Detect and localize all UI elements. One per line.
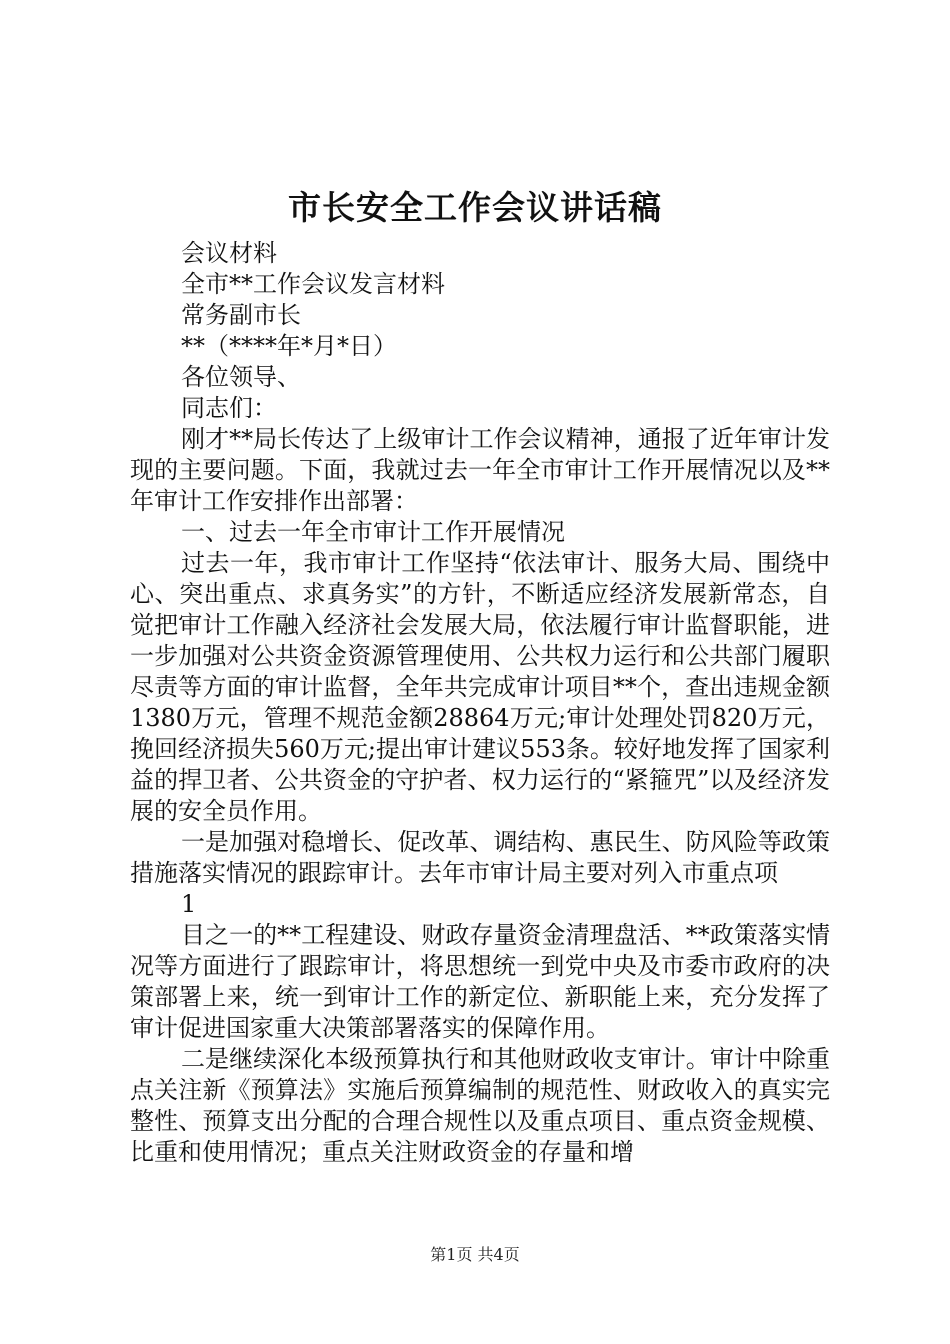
header-line-date: **（****年*月*日） bbox=[181, 332, 397, 360]
document-title: 市长安全工作会议讲话稿 bbox=[288, 188, 662, 227]
paragraph-intro: 刚才**局长传达了上级审计工作会议精神，通报了近年审计发现的主要问题。下面，我就过去一年全市审计工作开展情况以及**年审计工作安排作出部署： bbox=[130, 425, 830, 515]
salutation-leaders: 各位领导、 bbox=[181, 363, 301, 391]
paragraph-point-1-continued: 目之一的**工程建设、财政存量资金清理盘活、**政策落实情况等方面进行了跟踪审计，将思想统一到党中央及市委市政府的决策部署上来，统一到审计工作的新定位、新职能上来，充分发挥了审计促进国家重大决策部署落实的保障作用。 bbox=[130, 921, 830, 1042]
header-line-speech-material: 全市**工作会议发言材料 bbox=[181, 270, 445, 298]
section-heading-1: 一、过去一年全市审计工作开展情况 bbox=[181, 518, 565, 546]
page-footer: 第1页 共4页 bbox=[430, 1245, 520, 1264]
document-body bbox=[130, 238, 830, 1168]
inline-page-number: 1 bbox=[181, 890, 197, 918]
header-line-meeting-materials: 会议材料 bbox=[181, 239, 277, 267]
paragraph-point-1: 一是加强对稳增长、促改革、调结构、惠民生、防风险等政策措施落实情况的跟踪审计。去年市审计局主要对列入市重点项 bbox=[130, 828, 830, 887]
paragraph-overview: 过去一年，我市审计工作坚持“依法审计、服务大局、围绕中心、突出重点、求真务实”的方针，不断适应经济发展新常态，自觉把审计工作融入经济社会发展大局，依法履行审计监督职能，进一步加强对公共资金资源管理使用、公共权力运行和公共部门履职尽责等方面的审计监督，全年共完成审计项目**个，查出违规金额1380万元，管理不规范金额28864万元;审计处理处罚820万元，挽回经济损失560万元;提出审计建议553条。较好地发挥了国家利益的捍卫者、公共资金的守护者、权力运行的“紧箍咒”以及经济发展的安全员作用。 bbox=[130, 549, 830, 825]
header-line-speaker: 常务副市长 bbox=[181, 301, 301, 329]
paragraph-point-2: 二是继续深化本级预算执行和其他财政收支审计。审计中除重点关注新《预算法》实施后预算编制的规范性、财政收入的真实完整性、预算支出分配的合理合规性以及重点项目、重点资金规模、比重和使用情况；重点关注财政资金的存量和增 bbox=[130, 1045, 830, 1166]
salutation-comrades: 同志们： bbox=[181, 394, 277, 422]
